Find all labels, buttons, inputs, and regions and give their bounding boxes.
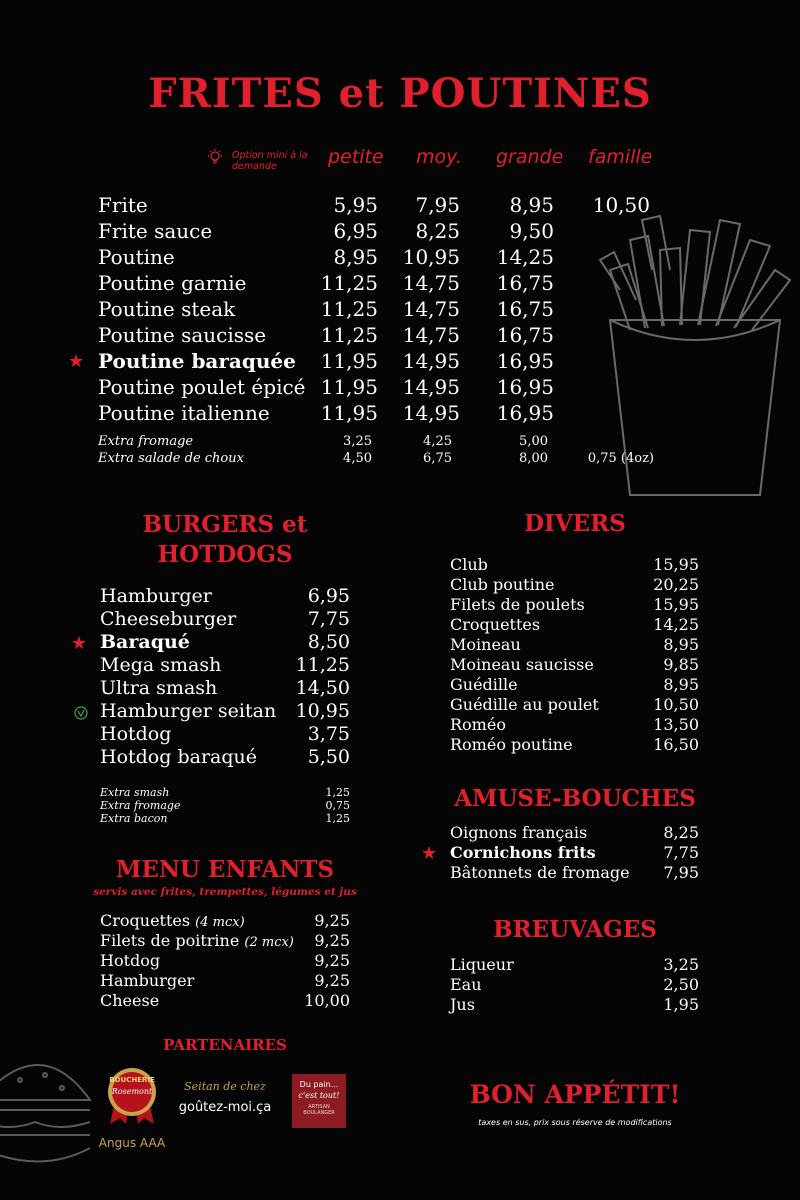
burger-extra: Extra bacon 1,25 [100, 812, 350, 825]
vegan-icon [74, 706, 88, 720]
divers-item: Croquettes 14,25 [450, 615, 699, 634]
divers-item: Roméo 13,50 [450, 715, 699, 734]
partner-boucherie-logo [104, 1066, 160, 1126]
boucherie-text: BOUCHERIE [109, 1076, 155, 1084]
divers-item: Filets de poulets 15,95 [450, 595, 699, 614]
boucherie-badge-icon [104, 1066, 160, 1126]
divers-item: Guédille au poulet 10,50 [450, 695, 699, 714]
boucherie-text-2: Rosemont [111, 1087, 153, 1096]
drinks-section-title: BREUVAGES [493, 916, 657, 943]
kids-item: Filets de poitrine (2 mcx) 9,25 [100, 931, 350, 950]
kids-subtitle: servis avec frites, trempettes, légumes et jus [93, 886, 357, 898]
closing-note: taxes en sus, prix sous réserve de modifications [478, 1118, 672, 1127]
burger-item-featured: Baraqué 8,50 [100, 631, 350, 653]
divers-item: Club poutine 20,25 [450, 575, 699, 594]
burger-item: Hotdog baraqué 5,50 [100, 746, 350, 768]
featured-star-icon: ★ [421, 843, 438, 864]
partner-bakery-logo: Du pain... c'est tout! ARTISAN BOULANGER [292, 1074, 346, 1128]
closing-title: BON APPÉTIT! [469, 1080, 681, 1109]
fries-extra: Extra salade de choux 4,50 6,75 8,00 0,75 (4oz) [98, 451, 654, 466]
divers-item: Guédille 8,95 [450, 675, 699, 694]
featured-star-icon: ★ [68, 351, 85, 372]
amuse-section-title: AMUSE-BOUCHES [454, 785, 696, 812]
divers-item: Moineau 8,95 [450, 635, 699, 654]
drink-item: Jus 1,95 [450, 995, 699, 1014]
divers-item: Roméo poutine 16,50 [450, 735, 699, 754]
burger-extra: Extra smash 1,25 [100, 786, 350, 799]
divers-item: Moineau saucisse 9,85 [450, 655, 699, 674]
burger-extra: Extra fromage 0,75 [100, 799, 350, 812]
fries-extra: Extra fromage 3,25 4,25 5,00 [98, 434, 548, 449]
amuse-item: Bâtonnets de fromage 7,95 [450, 863, 699, 882]
burger-item: Mega smash 11,25 [100, 654, 350, 676]
divers-item: Club 15,95 [450, 555, 699, 574]
burger-item: Hamburger 6,95 [100, 585, 350, 607]
size-label-grande: grande [496, 146, 564, 168]
featured-star-icon: ★ [71, 633, 88, 654]
boucherie-caption: Angus AAA [98, 1136, 166, 1150]
kids-section-title: MENU ENFANTS [115, 856, 335, 883]
burger-item: Cheeseburger 7,75 [100, 608, 350, 630]
amuse-item-featured: Cornichons frits 7,75 [450, 843, 699, 862]
burger-item-vegan: Hamburger seitan 10,95 [100, 700, 350, 722]
menu-page: FRITES et POUTINES Option mini à la demande petite moy. grande famille Frite 5,95 7,95 8,95 10,50 Frite sauce 6,95 8,25 9,50 Poutine 8,95 10,95 14,25 Poutine garnie 11,25 14,75 16,75 Poutine steak 11,25 14,75 16,75 Poutine saucisse 11,25 14,75 16,75 ★ Poutine baraquée 11,95 14,95 16,95 Poutine poulet épicé 11,95 14,95 16,95 Poutine italienne 11,95 14,95 16,95 Extra fromage 3,25 4,25 5,00 Extra salade de choux 4,50 6,75 8,00 0,75 (4oz) BURGERS et HOTDOGS Hamburger 6,95 Cheeseburger 7,75 ★ Baraqué 8,50 Mega smash 11,25 Ultra smash 14,50 Hamburger seitan 10,95 Hotdog 3,75 Hotdog baraqué 5,50 Extra smash 1,25 Extra fromage 0,75 Extra bacon 1,25 MENU ENFANTS servis avec frites, trempettes, légumes et jus Croquettes (4 mcx) 9,25 Filets de poitrine (2 mcx) 9,25 Hotdog 9,25 Hamburger 9,25 Cheese 10,00 DIVERS Club 15,95 Club poutine 20,25 Filets de poulets 15,95 Croquettes 14,25 Moineau 8,95 Moineau saucisse 9,85 Guédille 8,95 Guédille au poulet 10,50 Roméo 13,50 Roméo poutine 16,50 AMUSE-BOUCHES Oignons français 8,25 ★ Cornichons frits 7,75 Bâtonnets de fromage 7,95 BREUVAGES Liqueur 3,25 Eau 2,50 Jus 1,95 PARTENAIRES BOUCHERIE Rosemont Angus AAA Seitan de chez goûtez-moi.ça Du pain... c'est tout! ARTISAN BOULANGER BON APPÉTIT! taxes en sus, prix sous réserve de modifications [0, 0, 800, 1200]
burger-item: Hotdog 3,75 [100, 723, 350, 745]
burger-illustration [0, 1040, 100, 1200]
amuse-item: Oignons français 8,25 [450, 823, 699, 842]
seitan-label: Seitan de chez [184, 1080, 266, 1093]
kids-item: Hotdog 9,25 [100, 951, 350, 970]
kids-item: Croquettes (4 mcx) 9,25 [100, 911, 350, 930]
kids-item: Hamburger 9,25 [100, 971, 350, 990]
partners-title: PARTENAIRES [163, 1036, 287, 1054]
fries-section-title: FRITES et POUTINES [148, 70, 652, 117]
size-label-famille: famille [588, 146, 653, 168]
drink-item: Eau 2,50 [450, 975, 699, 994]
kids-item: Cheese 10,00 [100, 991, 350, 1010]
lightbulb-icon [206, 148, 224, 166]
burgers-section-title: BURGERS et HOTDOGS [142, 511, 308, 568]
burger-item: Ultra smash 14,50 [100, 677, 350, 699]
size-label-petite: petite [328, 146, 384, 168]
mini-option-text: Option mini à la demande [232, 150, 308, 172]
seitan-brand: goûtez-moi.ça [178, 1100, 272, 1115]
size-label-moy: moy. [416, 146, 462, 168]
divers-section-title: DIVERS [524, 510, 626, 537]
drink-item: Liqueur 3,25 [450, 955, 699, 974]
